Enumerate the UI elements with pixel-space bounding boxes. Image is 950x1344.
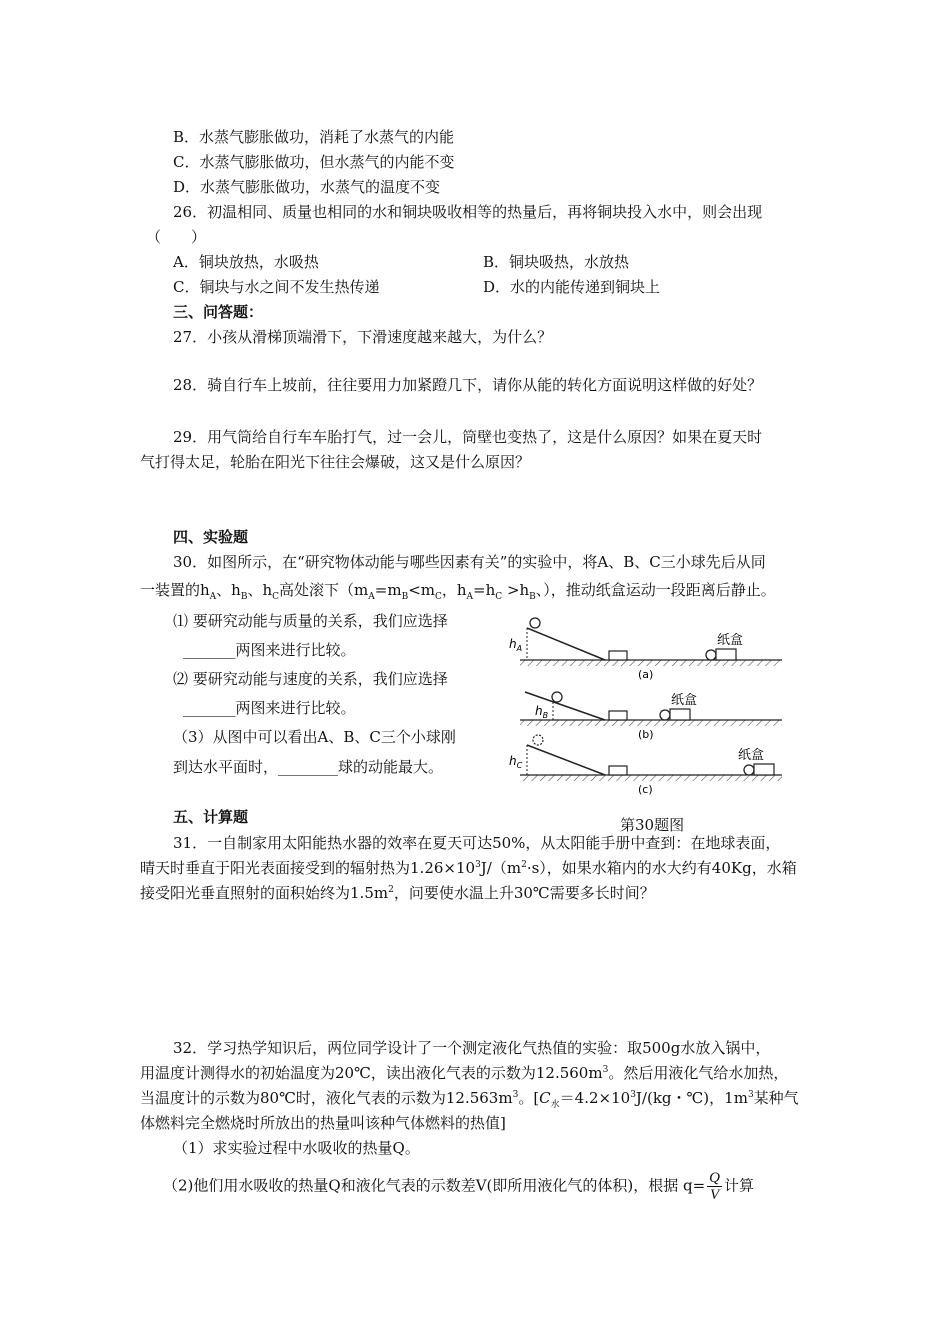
question-30-part-3b: 到达水平面时，________球的动能最大。 bbox=[173, 758, 444, 776]
paper-box-label-c: 纸盒 bbox=[738, 748, 765, 763]
figure-a bbox=[509, 618, 782, 681]
ball-a bbox=[530, 618, 540, 628]
label-b: (b) bbox=[638, 728, 654, 741]
section-3-heading: 三、问答题： bbox=[173, 303, 264, 321]
start-box-c bbox=[609, 766, 627, 775]
question-31-line-3: 接受阳光垂直照射的面积始终为$1.5m^2$，问要使水温上升30℃需要多长时间？ bbox=[140, 884, 655, 902]
question-30-line-1: 30．如图所示，在“研究物体动能与哪些因素有关”的实验中，将A、B、C三小球先后从同 bbox=[173, 553, 766, 571]
figure-b bbox=[520, 692, 782, 741]
question-27: 27．小孩从滑梯顶端滑下，下滑速度越来越大，为什么？ bbox=[173, 328, 553, 346]
h-b-label: $h_B$ bbox=[535, 704, 549, 720]
label-a: (a) bbox=[638, 668, 654, 681]
ball-b bbox=[552, 692, 562, 702]
q25-option-d: D．水蒸气膨胀做功，水蒸气的温度不变 bbox=[173, 178, 441, 196]
q26-option-a: A．铜块放热，水吸热 bbox=[173, 253, 319, 271]
q26-option-d: D．水的内能传递到铜块上 bbox=[483, 278, 661, 296]
q26-option-c: C．铜块与水之间不发生热传递 bbox=[173, 278, 380, 296]
paper-box-label-b: 纸盒 bbox=[671, 693, 698, 708]
start-box-b bbox=[609, 711, 627, 720]
ground-c bbox=[520, 775, 782, 781]
h-c-label: $h_C$ bbox=[509, 754, 523, 770]
question-32-part-2: （2)他们用水吸收的热量Q和液化气表的示数差V(即所用液化气的体积)，根据 q= $\frac{Q}{V}$ 计算 bbox=[163, 1170, 755, 1203]
q26-option-b: B．铜块吸热，水放热 bbox=[483, 253, 630, 271]
label-c: (c) bbox=[638, 783, 653, 796]
ground-b bbox=[520, 720, 782, 726]
question-28: 28．骑自行车上坡前，往往要用力加紧蹬几下，请你从能的转化方面说明这样做的好处？ bbox=[173, 376, 763, 394]
question-31-line-2: 晴天时垂直于阳光表面接受到的辐射热为$1.26\times 10^3J/(m^2\cdot s)$，如果水箱内的水大约有40Kg，水箱 bbox=[140, 859, 797, 877]
paper-box-label-a: 纸盒 bbox=[717, 633, 744, 648]
q26-paren: （ ） bbox=[146, 228, 207, 246]
question-30-part-1a: ⑴ 要研究动能与质量的关系，我们应选择 bbox=[173, 612, 448, 630]
paper-box-b bbox=[670, 709, 690, 720]
paper-box-a bbox=[716, 649, 736, 660]
formula-fraction: $\frac{Q}{V}$ bbox=[709, 1170, 721, 1203]
figure-30 bbox=[505, 612, 795, 837]
paper-box-c bbox=[754, 764, 774, 775]
q26-stem: 26．初温相同、质量也相同的水和铜块吸收相等的热量后，再将铜块投入水中，则会出现 bbox=[173, 203, 763, 221]
question-29-line-2: 气打得太足，轮胎在阳光下往往会爆破，这又是什么原因？ bbox=[140, 453, 531, 471]
figure-30-caption: 第30题图 bbox=[620, 816, 685, 834]
ground-a bbox=[520, 660, 782, 666]
q25-option-b: B．水蒸气膨胀做功，消耗了水蒸气的内能 bbox=[173, 128, 455, 146]
question-31-line-1: 31．一自制家用太阳能热水器的效率在夏天可达50%，从太阳能手册中查到：在地球表面， bbox=[173, 834, 781, 852]
question-30-part-1b: _______两图来进行比较。 bbox=[183, 641, 356, 659]
question-32-line-2: 用温度计测得水的初始温度为20℃，读出液化气表的示数为$12.560m^3$。然后用液化气给水加热， bbox=[140, 1064, 789, 1082]
section-4-heading: 四、实验题 bbox=[173, 528, 249, 546]
q25-option-c: C．水蒸气膨胀做功，但水蒸气的内能不变 bbox=[173, 153, 455, 171]
question-32-line-3: 当温度计的示数为80℃时，液化气表的示数为$12.563m^3$。[$C_水=4.2\times 10^3J/(kg$・℃)，$1m^3$某种气 bbox=[140, 1089, 799, 1110]
h-a-label: $h_A$ bbox=[509, 637, 523, 653]
start-box-a bbox=[609, 651, 627, 660]
section-5-heading: 五、计算题 bbox=[173, 808, 249, 826]
question-30-part-2b: _______两图来进行比较。 bbox=[183, 699, 356, 717]
question-30-part-2a: ⑵ 要研究动能与速度的关系，我们应选择 bbox=[173, 670, 448, 688]
question-32-part-1: （1）求实验过程中水吸收的热量Q。 bbox=[173, 1139, 420, 1157]
incline-c bbox=[527, 745, 605, 775]
question-30-part-3a: （3）从图中可以看出A、B、C三个小球刚 bbox=[173, 728, 456, 746]
incline-a bbox=[527, 628, 605, 660]
ball-c bbox=[533, 735, 543, 745]
question-32-line-1: 32．学习热学知识后，两位同学设计了一个测定液化气热值的实验：取500g水放入锅中， bbox=[173, 1039, 771, 1057]
question-32-line-4: 体燃料完全燃烧时所放出的热量叫该种气体燃料的热值] bbox=[140, 1114, 506, 1132]
figure-c bbox=[509, 735, 782, 796]
question-29-line-1: 29．用气筒给自行车车胎打气，过一会儿，筒壁也变热了，这是什么原因？如果在夏天时 bbox=[173, 428, 763, 446]
question-30-line-2: 一装置的$h_A$、$h_B$、$h_C$高处滚下（$m_A=m_B<m_C$，$h_A=h_C >h_B$、），推动纸盒运动一段距离后静止。 bbox=[140, 581, 776, 602]
